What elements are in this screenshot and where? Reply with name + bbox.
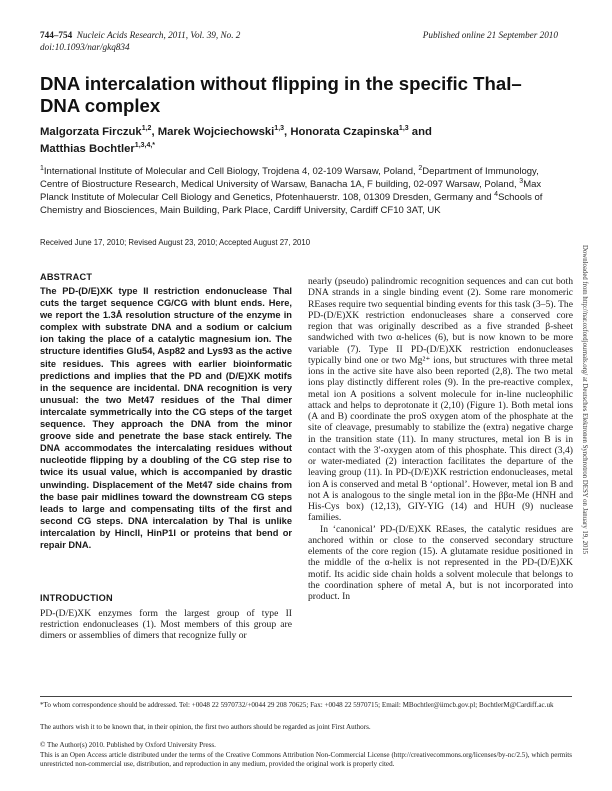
- copyright-line: © The Author(s) 2010. Published by Oxford University Press.: [40, 741, 216, 749]
- author-name: Honorata Czapinska: [290, 126, 399, 138]
- running-header: [40, 30, 240, 53]
- author-name: Matthias Bochtler: [40, 142, 135, 155]
- body-paragraph: In ‘canonical’ PD-(D/E)XK REases, the catalytic residues are anchored within or close to the conserved secondary structure elements of the core region (15). A glutamate residue positioned in the middle of the α-helix is not represented in the PD-(D/E)XK motif. Its acidic side chain holds a solvent molecule that belongs to the coordination sphere of metal A, but is not incorporated into product. In: [308, 523, 573, 602]
- affil-text: Max Planck Institute of Molecular Cell Biology and Genetics, Pfotenhauerstr. 108, 01309 Dresden, Germany and: [40, 179, 542, 204]
- affil-sup: 4: [494, 191, 499, 199]
- abstract-text: The PD-(D/E)XK type II restriction endonuclease ThaI cuts the target sequence CG/CG with blunt ends. Here, we report the 1.3Å resolution structure of the enzyme in complex with substrate DNA and a sodium or calcium ion taking the place of a catalytic magnesium ion. The structure identifies Glu54, Asp82 and Lys93 as the active site residues. This agrees with earlier bioinformatic predictions and implies that the PD and (D/E)XK motifs in the sequence are incidental. DNA recognition is very unusual: the two Met47 residues of the ThaI dimer intercalate symmetrically into the CG steps of the target sequence. They approach the DNA from the minor groove side and penetrate the base stack entirely. The DNA accommodates the intercalating residues without nucleotide flipping by a doubling of the CG step rise to twice its usual value, which is accompanied by drastic unwinding. Displacement of the Met47 side chains from the base pair midlines toward the downstream CG steps leads to large and compensating tilts of the first and second CG steps. DNA intercalation by ThaI is unlike intercalation by HincII, HinP1I or proteins that bend or repair DNA.: [40, 286, 292, 550]
- affil-text: International Institute of Molecular and Cell Biology, Trojdena 4, 02-109 Warsaw, Poland,: [43, 166, 419, 177]
- journal-citation: Nucleic Acids Research, 2011, Vol. 39, No. 2: [76, 30, 241, 40]
- author-sup: 1,3,4,*: [134, 141, 156, 149]
- body-paragraph: nearly (pseudo) palindromic recognition sequences and can cut both DNA strands in a single binding event (2). Some rare monomeric REases require two sequential binding events for this task (3–5). The PD-(D/E)XK restriction endonucleases share a conserved core region that was originally described as a five stranded β-sheet sandwiched with two α-helices (6), but is now known to be more variable (7). Type II PD-(D/E)XK restriction endonucleases typically bind one or two Mg²⁺ ions, but structures with three metal ions in the active site have also been reported (2,8). The two metal ions play distinctly different roles (9). In the pre-reactive complex, metal ion A positions a solvent molecule for in-line nucleophilic attack and helps to deprotonate it (2,10) (Figure 1). Both metal ions (A and B) coordinate the proS oxygen atom of the phosphate at the site of cleavage, presumably to stabilize the (extra) negative charge in the transition state (11). In many structures, metal ion B is in contact with the 3′-oxygen atom of this phosphate. This direct (3,4) or water-mediated (2) interaction facilitates the departure of the leaving group (11). In PD-(D/E)XK restriction endonucleases, metal ion A is conserved and metal B ‘optional’. However, metal ion B and not A is analogous to the single metal ion in the ββα-Me (HNH and His-Cys box) (12,13), GIY-YIG (14) and HUH (9) nuclease families.: [308, 276, 573, 524]
- joint-author-footnote: The authors wish it to be known that, in their opinion, the first two authors should be regarded as joint First Authors.: [40, 723, 371, 731]
- license-text: This is an Open Access article distributed under the terms of the Creative Commons Attribution Non-Commercial License (http://creativecommons.org/licenses/by-nc/2.5), which permits unrestricted non-commercial use, distribution, and reproduction in any medium, provided the original work is properly cited.: [40, 751, 572, 768]
- author-name: Marek Wojciechowski: [157, 126, 275, 138]
- introduction-text: PD-(D/E)XK enzymes form the largest group of type II restriction endonucleases (1). Most members of this group are dimers or assemblies of dimers that recognize fully or: [40, 608, 292, 642]
- affil-sup: 2: [418, 164, 423, 172]
- author-sup: 1,3: [398, 125, 409, 133]
- published-date: Published online 21 September 2010: [422, 30, 558, 40]
- footnote-divider: [40, 696, 572, 697]
- abstract-heading: ABSTRACT: [40, 272, 93, 282]
- affil-sup: 1: [40, 164, 44, 172]
- author-sup: 1,2: [141, 125, 152, 133]
- affil-text: Department of Immunology, Centre of Biostructure Research, Medical University of Warsaw, Banacha 1A, F building, 02-097 Warsaw, Poland,: [40, 166, 539, 191]
- correspondence-footnote: *To whom correspondence should be addressed. Tel: +0048 22 5970732/+0044 29 208 70625; Fax: +0048 22 5970715; Email: MBochtler@iimcb.gov.pl; BochtlerM@Cardiff.ac.uk: [40, 701, 554, 709]
- submission-dates: Received June 17, 2010; Revised August 23, 2010; Accepted August 27, 2010: [40, 238, 311, 247]
- right-column-body: [308, 276, 573, 602]
- author-name: Malgorzata Firczuk: [40, 126, 142, 138]
- affil-sup: 3: [519, 177, 524, 185]
- doi: doi:10.1093/nar/gkq834: [40, 41, 130, 52]
- article-title: DNA intercalation without flipping in the specific ThaI–DNA complex: [40, 73, 522, 116]
- download-side-note: Downloaded from http://nar.oxfordjournals.org/ at Deutsches Elektronen Synchrotron DESY on January 19, 2015: [581, 245, 588, 555]
- page-range: 744–754: [40, 30, 73, 40]
- introduction-heading: INTRODUCTION: [40, 593, 113, 603]
- author-sup: 1,3: [274, 125, 285, 133]
- affiliations: [40, 165, 560, 217]
- affil-text: Schools of Chemistry and Biosciences, Main Building, Park Place, Cardiff University, Cardiff CF10 3AT, UK: [40, 192, 543, 217]
- author-list: Malgorzata Firczuk$^{1,2}$, Marek Wojciechowski$^{1,3}$, Honorata Czapinska$^{1,3}$ and Matthias Bochtler$^{1,3,4,*}$: [40, 125, 432, 155]
